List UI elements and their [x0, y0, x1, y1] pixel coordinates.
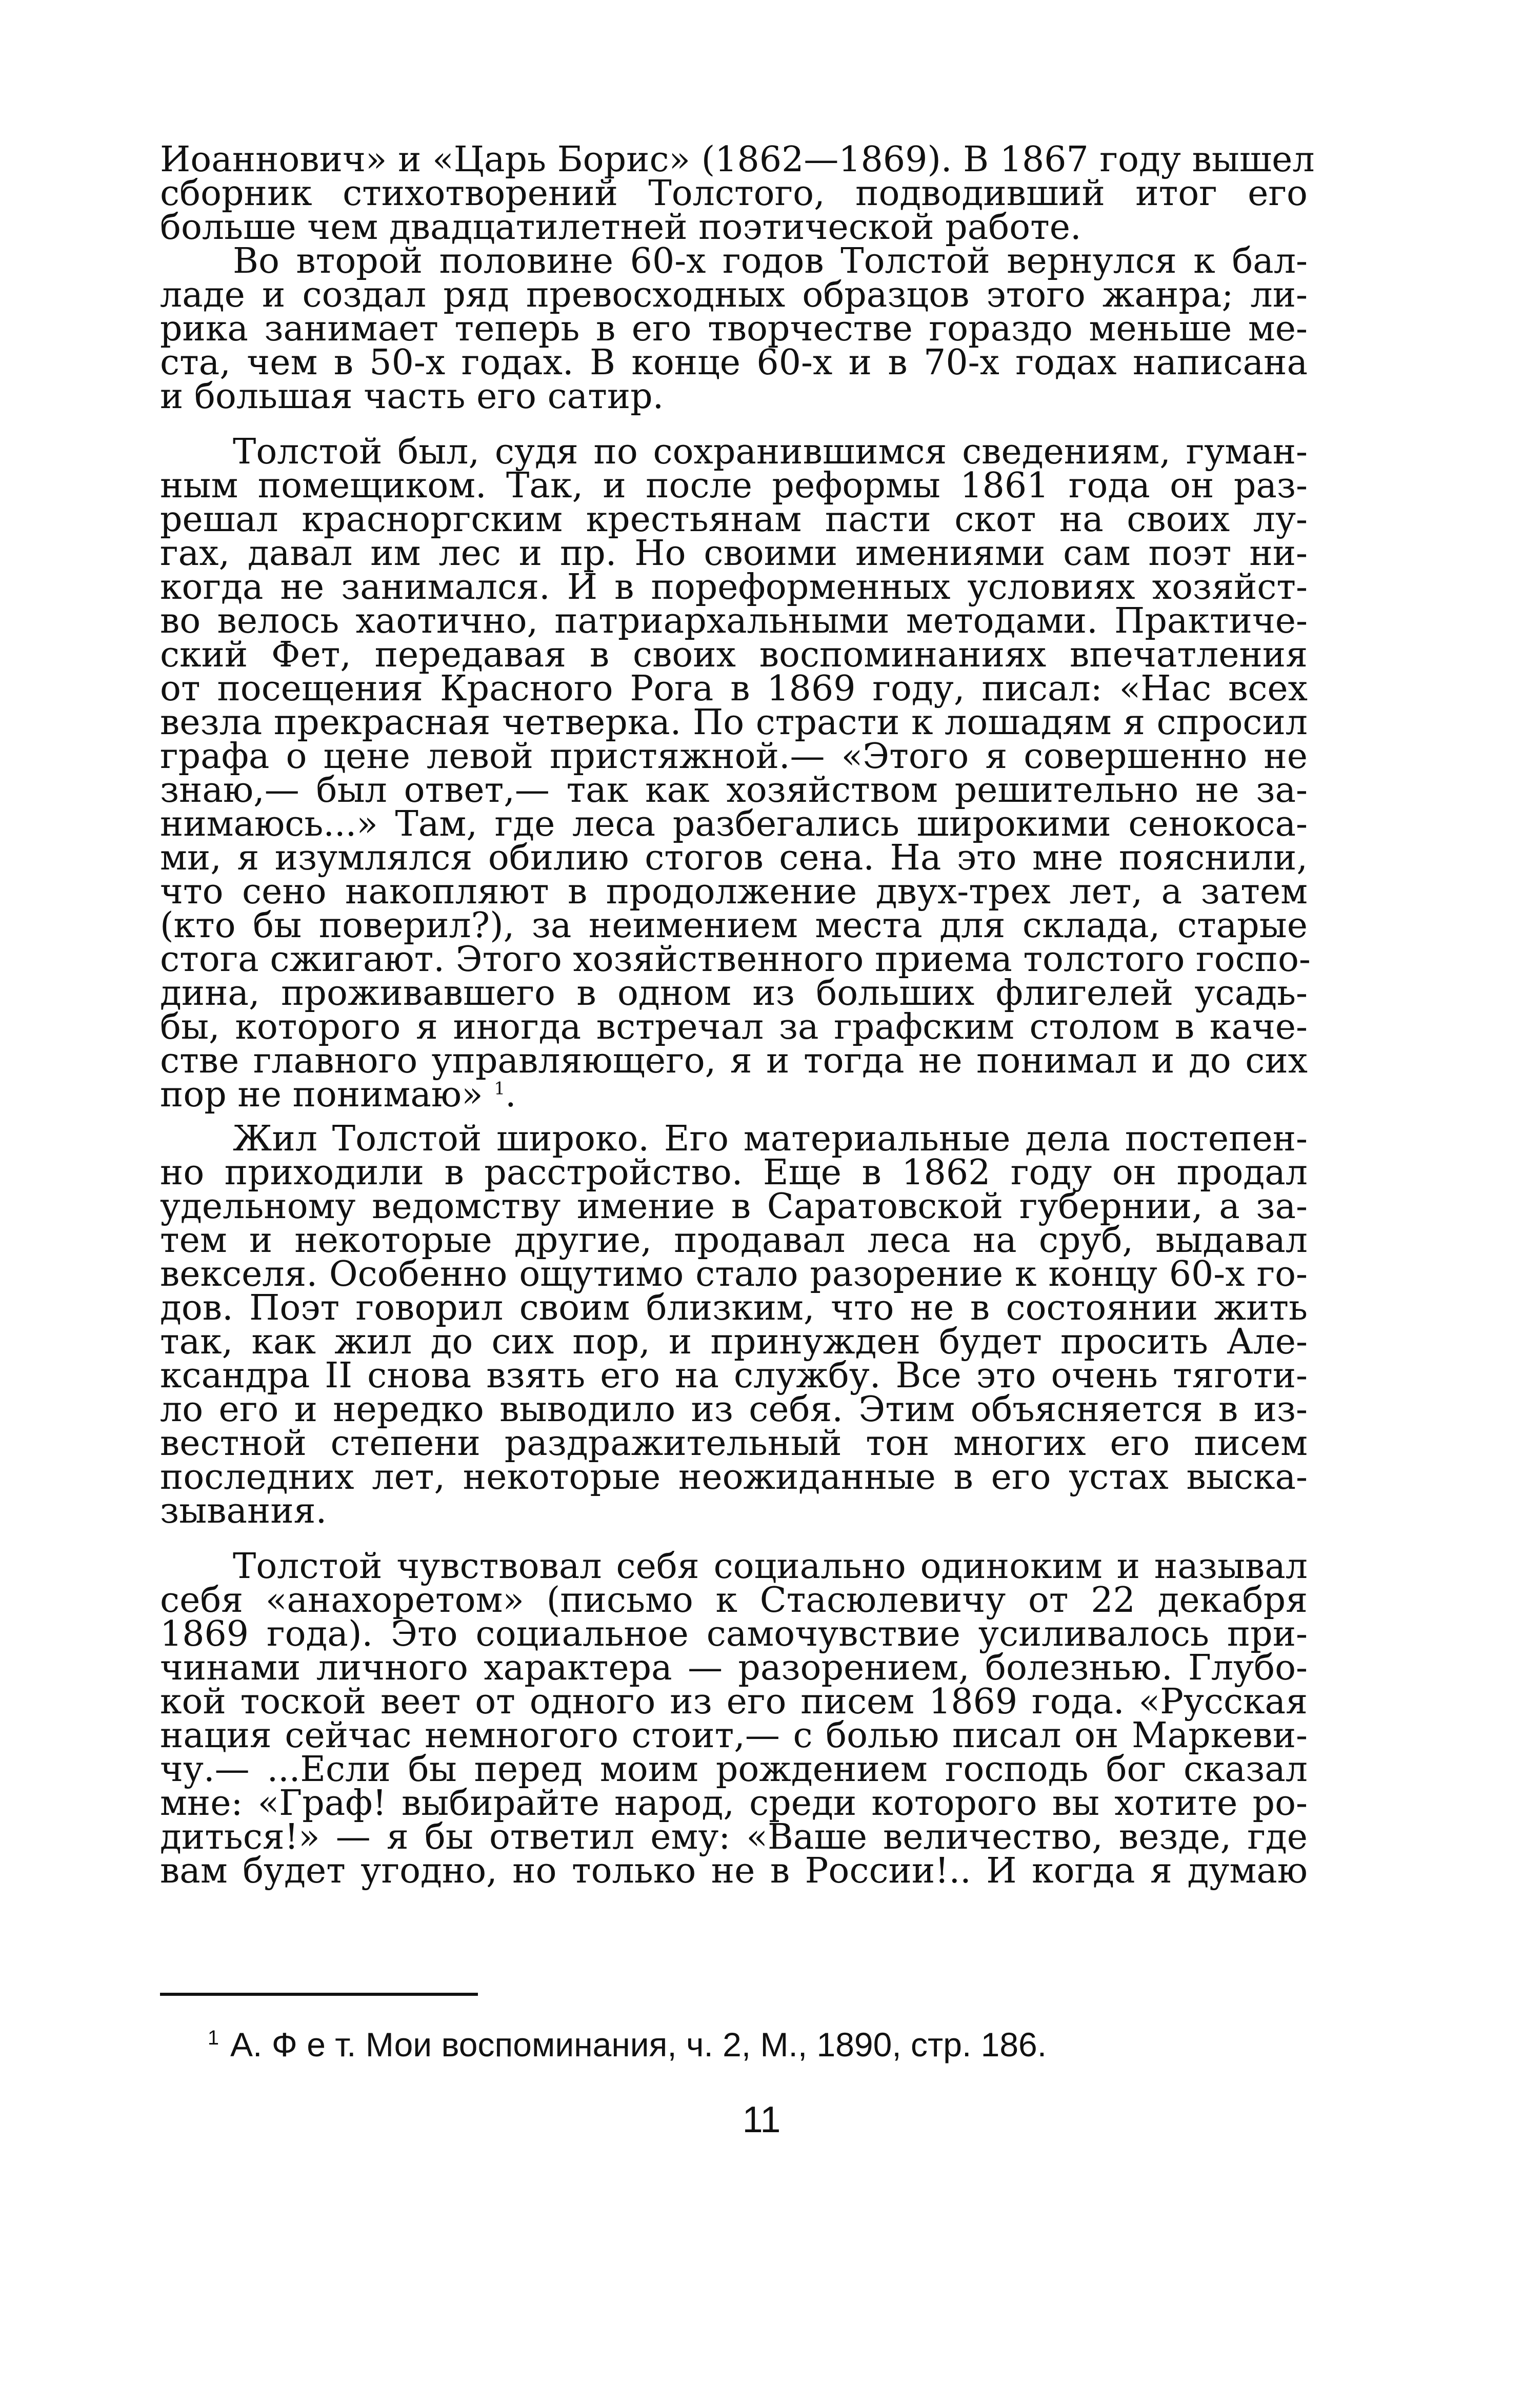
text-line: сборник стихотворений Толстого, подводивший итог его [160, 173, 1308, 214]
text-line: вам будет угодно, но только не в России!.. И когда я думаю [160, 1851, 1308, 1891]
text-line: Во второй половине 60-х годов Толстой вернулся к бал- [233, 241, 1308, 281]
text-line: ло его и нередко выводило из себя. Этим объясняется в из- [160, 1389, 1308, 1430]
text-line: от посещения Красного Рога в 1869 году, писал: «Нас всех [160, 669, 1308, 709]
text-line: ский Фет, передавая в своих воспоминаниях впечатления [160, 635, 1308, 675]
text-line: ладе и создал ряд превосходных образцов этого жанра; ли- [160, 275, 1308, 315]
text-line: Жил Толстой широко. Его материальные дела постепен- [233, 1119, 1308, 1159]
text-line: стога сжигают. Этого хозяйственного приема толстого госпо- [160, 939, 1311, 980]
text-line: 1869 года). Это социальное самочувствие усиливалось при- [160, 1614, 1308, 1654]
text-line: стве главного управляющего, я и тогда не понимал и до сих [160, 1041, 1308, 1081]
text-line: Толстой был, судя по сохранившимся сведениям, гуман- [233, 432, 1308, 472]
text-line: Толстой чувствовал себя социально одиноким и называл [233, 1546, 1308, 1587]
text-line: тем и некоторые другие, продавал леса на сруб, выдавал [160, 1220, 1308, 1261]
text-line: ным помещиком. Так, и после реформы 1861 года он раз- [160, 466, 1308, 506]
footnote-reference[interactable]: 1 [494, 1078, 505, 1099]
text-line: бы, которого я иногда встречал за графским столом в каче- [160, 1007, 1308, 1047]
text-line: диться!» — я бы ответил ему: «Ваше величество, везде, где [160, 1817, 1308, 1857]
text-line: вестной степени раздражительный тон многих его писем [160, 1423, 1308, 1464]
text-line: дина, проживавшего в одном из больших флигелей усадь- [160, 973, 1308, 1014]
text-line: графа о цене левой пристяжной.— «Этого я совершенно не [160, 736, 1308, 777]
text-line: везла прекрасная четверка. По страсти к лошадям я спросил [160, 702, 1308, 743]
text-line: зывания. [160, 1491, 327, 1531]
page-number: 11 [742, 2099, 781, 2140]
text-line: когда не занимался. И в пореформенных условиях хозяйст- [160, 567, 1308, 608]
text-line: Иоаннович» и «Царь Борис» (1862—1869). В 1867 году вышел [160, 139, 1315, 180]
footnote-mark: 1 [208, 2027, 219, 2049]
text-line-content: пор не понимаю» [160, 1075, 483, 1115]
text-line: (кто бы поверил?), за неимением места для склада, старые [160, 905, 1308, 946]
text-line: нация сейчас немногого стоит,— с болью писал он Маркеви- [160, 1715, 1308, 1756]
footnote-text: А. Ф е т. Мои воспоминания, ч. 2, М., 1890, стр. 186. [230, 2026, 1047, 2063]
text-line: чинами личного характера — разорением, болезнью. Глубо- [160, 1648, 1308, 1688]
text-line: гах, давал им лес и пр. Но своими имениями сам поэт ни- [160, 533, 1308, 574]
text-line: ксандра II снова взять его на службу. Все это очень тяготи- [160, 1355, 1308, 1396]
footnote [208, 2025, 1233, 2064]
text-line: но приходили в расстройство. Еще в 1862 году он продал [160, 1152, 1308, 1193]
text-line [160, 1076, 1308, 1115]
text-line: кой тоской веет от одного из его писем 1869 года. «Русская [160, 1682, 1308, 1722]
text-line: нимаюсь...» Там, где леса разбегались широкими сенокоса- [160, 804, 1308, 844]
text-line: и большая часть его сатир. [160, 376, 664, 417]
text-line: себя «анахоретом» (письмо к Стасюлевичу от 22 декабря [160, 1580, 1308, 1621]
text-line: последних лет, некоторые неожиданные в его устах выска- [160, 1457, 1308, 1498]
text-line: векселя. Особенно ощутимо стало разорение к концу 60-х го- [160, 1254, 1308, 1294]
footnote-reference-period: . [505, 1075, 516, 1115]
text-line: мне: «Граф! выбирайте народ, среди которого вы хотите ро- [160, 1783, 1308, 1824]
text-line: решал красноргским крестьянам пасти скот на своих лу- [160, 499, 1308, 540]
text-line: больше чем двадцатилетней поэтической работе. [160, 207, 1081, 248]
text-line: знаю,— был ответ,— так как хозяйством решительно не за- [160, 770, 1308, 811]
text-line: рика занимает теперь в его творчестве гораздо меньше ме- [160, 309, 1308, 349]
text-line: во велось хаотично, патриархальными методами. Практиче- [160, 601, 1308, 641]
text-line: дов. Поэт говорил своим близким, что не в состоянии жить [160, 1288, 1308, 1328]
text-line: удельному ведомству имение в Саратовской губернии, а за- [160, 1186, 1308, 1227]
text-line: чу.— ...Если бы перед моим рождением господь бог сказал [160, 1749, 1308, 1790]
footnote-divider [160, 1993, 478, 1996]
text-line: что сено накопляют в продолжение двух-трех лет, а затем [160, 872, 1308, 912]
text-line: ста, чем в 50-х годах. В конце 60-х и в 70-х годах написана [160, 342, 1308, 383]
text-line: так, как жил до сих пор, и принужден будет просить Але- [160, 1322, 1308, 1362]
text-line: ми, я изумлялся обилию стогов сена. На это мне пояснили, [160, 838, 1308, 878]
